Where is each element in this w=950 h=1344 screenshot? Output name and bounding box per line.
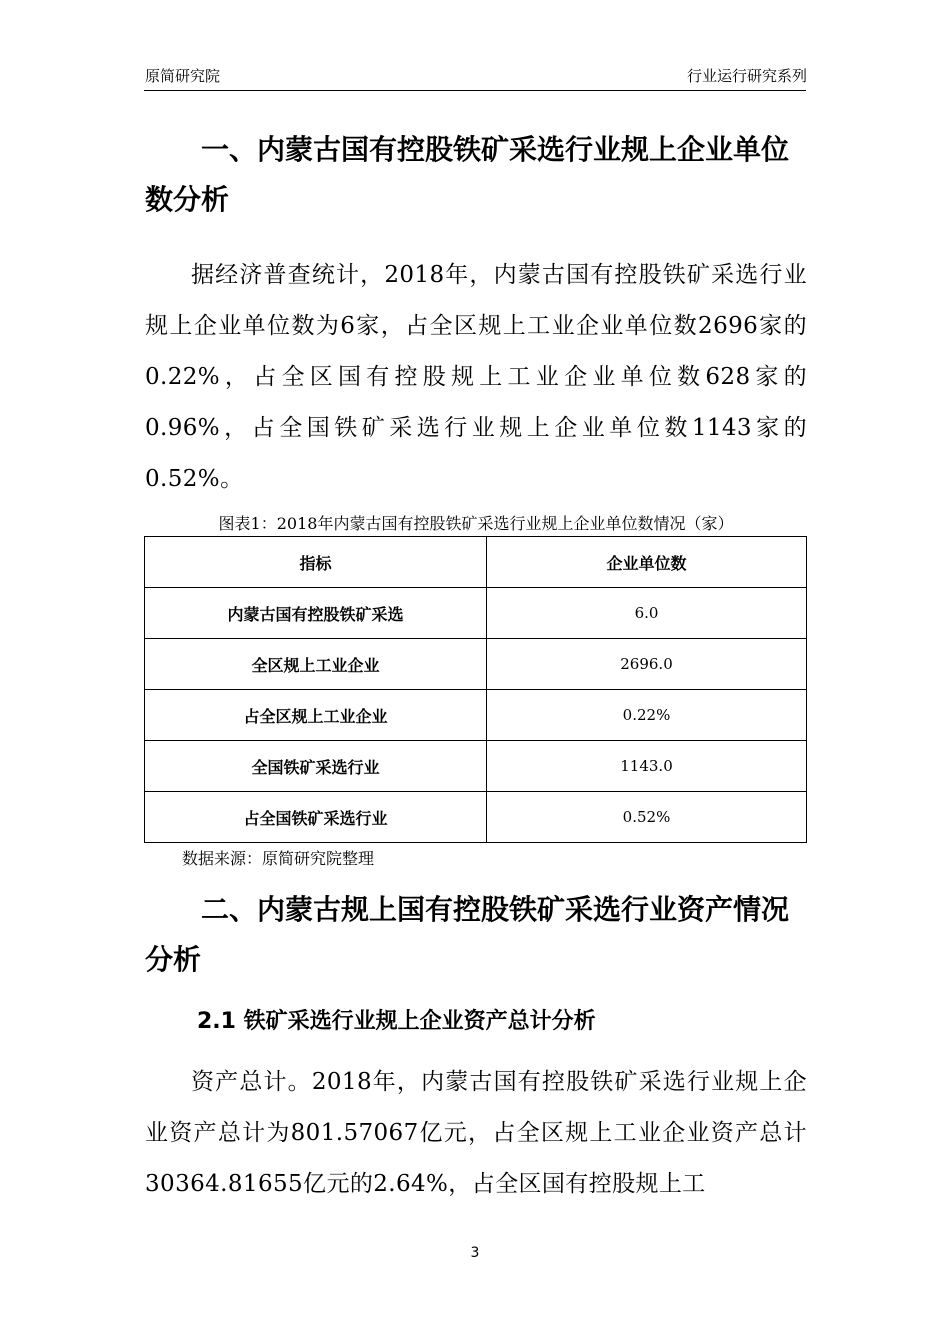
row-value: 6.0 <box>487 588 807 639</box>
row-value: 1143.0 <box>487 741 807 792</box>
table-row <box>145 588 807 639</box>
table-row <box>145 690 807 741</box>
row-value: 0.22% <box>487 690 807 741</box>
enterprise-count-table <box>144 536 807 843</box>
row-label: 全区规上工业企业 <box>145 639 487 690</box>
column-header-count: 企业单位数 <box>487 537 807 588</box>
header-divider <box>144 90 806 91</box>
row-value: 0.52% <box>487 792 807 843</box>
table1-source-note: 数据来源：原简研究院整理 <box>182 849 375 868</box>
header-org-name: 原简研究院 <box>145 67 221 85</box>
table-row <box>145 639 807 690</box>
row-label: 全国铁矿采选行业 <box>145 741 487 792</box>
section2-paragraph: 资产总计。2018年，内蒙古国有控股铁矿采选行业规上企业资产总计为801.57067亿元，占全区规上工业企业资产总计30364.81655亿元的2.64%，占全区国有控股规上工 <box>145 1069 807 1197</box>
section1-paragraph: 据经济普查统计，2018年，内蒙古国有控股铁矿采选行业规上企业单位数为6家，占全区规上工业企业单位数2696家的0.22%，占全区国有控股规上工业企业单位数628家的0.96%，占全国铁矿采选行业规上企业单位数1143家的0.52%。 <box>145 262 807 492</box>
table1-caption: 图表1：2018年内蒙古国有控股铁矿采选行业规上企业单位数情况（家） <box>218 514 734 533</box>
section2-subheading: 2.1 铁矿采选行业规上企业资产总计分析 <box>197 1009 596 1034</box>
row-label: 占全区规上工业企业 <box>145 690 487 741</box>
row-label: 占全国铁矿采选行业 <box>145 792 487 843</box>
table-row <box>145 741 807 792</box>
row-value: 2696.0 <box>487 639 807 690</box>
page-number: 3 <box>470 1245 480 1261</box>
section2-heading: 二、内蒙古规上国有控股铁矿采选行业资产情况分析 <box>145 893 790 976</box>
section1-heading: 一、内蒙古国有控股铁矿采选行业规上企业单位数分析 <box>145 133 790 216</box>
row-label: 内蒙古国有控股铁矿采选 <box>145 588 487 639</box>
table-header-row <box>145 537 807 588</box>
header-series-name: 行业运行研究系列 <box>686 67 807 85</box>
table-row <box>145 792 807 843</box>
column-header-indicator: 指标 <box>145 537 487 588</box>
